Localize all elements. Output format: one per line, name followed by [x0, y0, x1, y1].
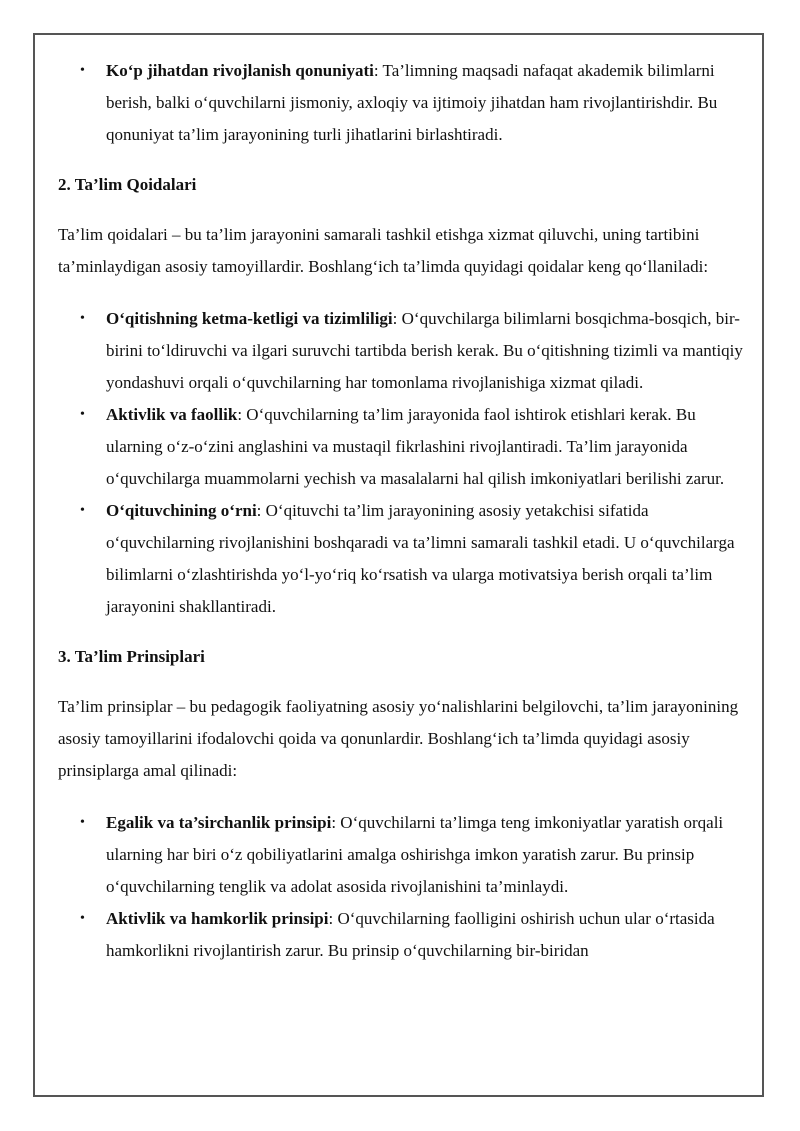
rules-list — [58, 303, 748, 623]
list-item-term: O‘qituvchining o‘rni — [106, 501, 257, 520]
list-item-term: Aktivlik va faollik — [106, 405, 238, 424]
document-body — [58, 55, 748, 967]
list-item-text: : O‘qituvchi ta’lim jarayonining asosiy yetakchisi sifatida o‘quvchilarning rivojlanishini boshqaradi va ta’limni samarali tashkil etadi. U o‘quvchilarga bilimlarni o‘zlashtirishda yo‘l-yo‘riq ko‘rsatish va ularga motivatsiya berish orqali ta’lim jarayonini shakllantiradi. — [106, 501, 735, 616]
list-item-term: Ko‘p jihatdan rivojlanish qonuniyati — [106, 61, 374, 80]
bullet-icon: • — [80, 63, 85, 78]
list-item — [58, 903, 748, 967]
list-item — [58, 495, 748, 623]
section-paragraph: Ta’lim prinsiplar – bu pedagogik faoliyatning asosiy yo‘nalishlarini belgilovchi, ta’lim jarayonining asosiy tamoyillarini ifodalovchi qoida va qonunlardir. Boshlang‘ich ta’limda quyidagi asosiy prinsiplarga amal qilinadi: — [58, 697, 739, 780]
bullet-icon: • — [80, 503, 85, 518]
list-item-term: O‘qitishning ketma-ketligi va tizimliligi — [106, 309, 393, 328]
bullet-icon: • — [80, 815, 85, 830]
principles-list — [58, 807, 748, 967]
list-item-text: : O‘quvchilarga bilimlarni bosqichma-bosqich, bir-birini to‘ldiruvchi va ilgari suruvchi tartibda berish kerak. Bu o‘qitishning tizimli va mantiqiy yondashuvi orqali o‘quvchilarning har tomonlama rivojlanishiga xizmat qiladi. — [106, 309, 743, 392]
list-item-text: : O‘quvchilarning faolligini oshirish uchun ular o‘rtasida hamkorlikni rivojlantirish zarur. Bu prinsip o‘quvchilarning bir-biridan — [106, 909, 715, 960]
list-item — [58, 303, 748, 399]
bullet-icon: • — [80, 911, 85, 926]
list-item-text: : O‘quvchilarni ta’limga teng imkoniyatlar yaratish orqali ularning har biri o‘z qobiliyatlarini amalga oshirishga imkon yaratish zarur. Bu prinsip o‘quvchilarning tenglik va adolat asosida rivojlanishini ta’minlaydi. — [106, 813, 724, 896]
section-heading: 2. Ta’lim Qoidalari — [58, 175, 197, 194]
intro-list — [58, 55, 748, 151]
list-item-term: Egalik va ta’sirchanlik prinsipi — [106, 813, 332, 832]
section-heading: 3. Ta’lim Prinsiplari — [58, 647, 205, 666]
list-item-text: : O‘quvchilarning ta’lim jarayonida faol ishtirok etishlari kerak. Bu ularning o‘z-o‘zini anglashini va mustaqil fikrlashini rivojlantiradi. Ta’lim jarayonida o‘quvchilarga muammolarni yechish va masalalarni hal qilish imkoniyatlari berilishi zarur. — [106, 405, 725, 488]
list-item — [58, 807, 748, 903]
bullet-icon: • — [80, 407, 85, 422]
list-item-term: Aktivlik va hamkorlik prinsipi — [106, 909, 329, 928]
bullet-icon: • — [80, 311, 85, 326]
list-item — [58, 399, 748, 495]
list-item-text: : Ta’limning maqsadi nafaqat akademik bilimlarni berish, balki o‘quvchilarni jismoniy, axloqiy va ijtimoiy jihatdan ham rivojlantirishdir. Bu qonuniyat ta’lim jarayonining turli jihatlarini birlashtiradi. — [106, 61, 718, 144]
list-item — [58, 55, 748, 151]
section-paragraph: Ta’lim qoidalari – bu ta’lim jarayonini samarali tashkil etishga xizmat qiluvchi, uning tartibini ta’minlaydigan asosiy tamoyillardir. Boshlang‘ich ta’limda quyidagi qoidalar keng qo‘llaniladi: — [58, 225, 709, 276]
